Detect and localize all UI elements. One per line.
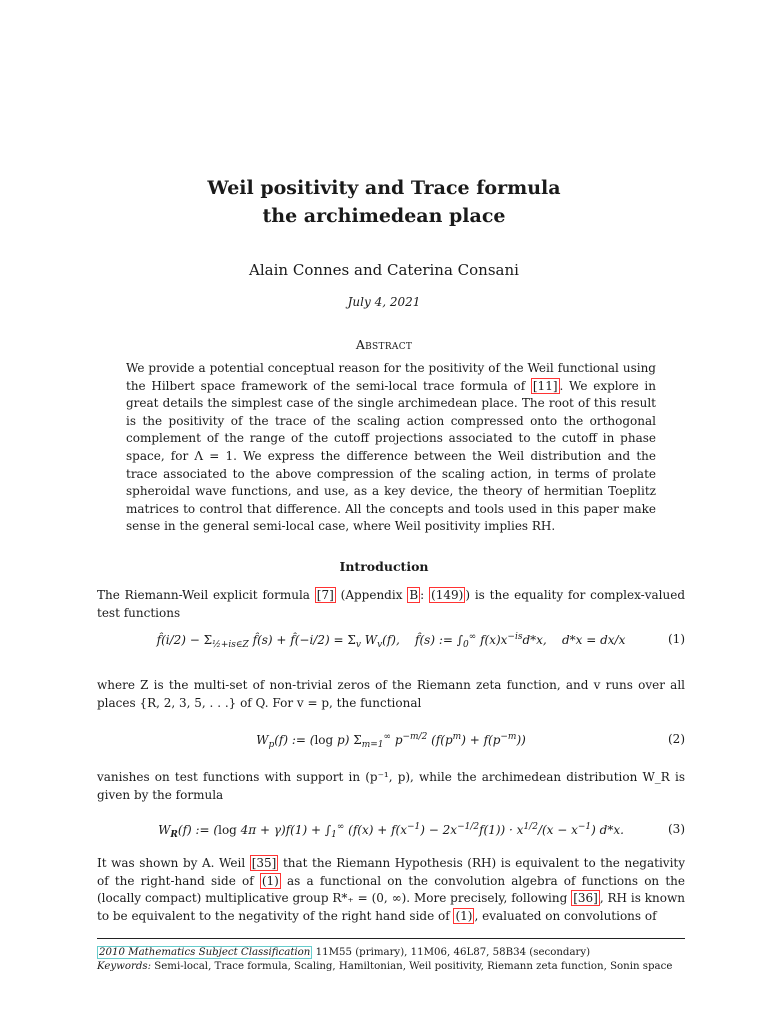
- equation-link[interactable]: (1): [455, 908, 473, 923]
- paragraph-zeros: where Z is the multi-set of non-trivial zeros of the Riemann zeta function, and v runs over all places {R, 2, 3, 5, . . .} of Q. For v = p, the functional: [97, 678, 685, 710]
- paragraph-archimedean: vanishes on test functions with support in (p⁻¹, p), while the archimedean distribution W_R is given by the formula: [97, 770, 685, 802]
- equation-2-number: (2): [668, 732, 685, 746]
- citation-link[interactable]: [11]: [532, 378, 558, 393]
- footnote-rule: [97, 938, 685, 939]
- paragraph-explicit-formula: The Riemann-Weil explicit formula [7] (Appendix B : (149) ) is the equality for complex-valued test functions: [97, 588, 686, 620]
- equation-1: [97, 632, 685, 668]
- abstract-body: We provide a potential conceptual reason for the positivity of the Weil functional using the Hilbert space framework of the semi-local trace formula of [11] . We explore in great details the simplest case of the single archimedean place. The root of this result is the positivity of the trace of the scaling action compressed onto the orthogonal complement of the range of the cutoff projections associated to the cutoff in phase space, for Λ = 1. We express the difference between the Weil distribution and the trace associated to the above compression of the scaling action, in terms of prolate spheroidal wave functions, and use, as a key device, the theory of hermitian Toeplitz matrices to control that difference. All the concepts and tools used in this paper make sense in the general semi-local case, where Weil positivity implies RH.: [126, 361, 656, 534]
- appendix-link[interactable]: B: [409, 588, 419, 602]
- equation-2: [97, 732, 685, 762]
- msc-link[interactable]: 2010 Mathematics Subject Classification: [99, 947, 311, 958]
- footnote-keywords: Keywords: Semi-local, Trace formula, Scaling, Hamiltonian, Weil positivity, Riemann zeta function, Sonin space: [97, 961, 673, 972]
- equation-2-body: $W_p(f)$ := (log p) $\Sigma_{m=1}^\infty$ $p^{-m/2}$ $(f(p^m) + f(p^{-m}))$: [256, 732, 526, 750]
- paper-title-line-1: Weil positivity and Trace formula: [207, 177, 561, 199]
- equation-3-number: (3): [668, 822, 685, 836]
- paragraph-weil-rh: It was shown by A. Weil [35] that the Riemann Hypothesis (RH) is equivalent to the negativity of the right-hand side of (1) as a functional on the convolution algebra of functions on the (locally compact) multiplicative group R*₊ = (0, ∞). More precisely, following [36] , RH is known to be equivalent to the negativity of the right hand side of (1) , evaluated on convolutions of: [97, 856, 686, 923]
- equation-1-number: (1): [668, 632, 685, 646]
- authors: Alain Connes and Caterina Consani: [249, 261, 519, 279]
- section-heading-introduction: Introduction: [339, 559, 429, 574]
- date: July 4, 2021: [347, 295, 421, 309]
- citation-link[interactable]: [36]: [573, 891, 598, 906]
- equation-1-body: f̂(i/2) − $\Sigma_{\frac{1}{2}+is\in Z}$ f̂(s) + f̂(−i/2) = $\Sigma_v$ $W_v(f)$, f̂(s) := $\int_0^\infty$ $f(x)x^{-is}d*x$, d*x = dx/x: [156, 632, 626, 650]
- citation-link[interactable]: [35]: [251, 856, 277, 870]
- citation-link[interactable]: [7]: [316, 588, 334, 602]
- paper-title-line-2: the archimedean place: [262, 205, 506, 227]
- footnote-msc: 2010 Mathematics Subject Classification 11M55 (primary), 11M06, 46L87, 58B34 (secondary): [99, 947, 591, 958]
- equation-3: [97, 822, 685, 852]
- equation-link[interactable]: (149): [431, 588, 464, 602]
- abstract-heading: Abstract: [355, 337, 413, 352]
- equation-link[interactable]: (1): [261, 873, 279, 888]
- equation-3-body: $W_R(f)$ := (log $4\pi + \gamma)f(1) + \int_1^\infty$ $(f(x) + f(x^{-1}) - 2x^{-1/2}f(1)) \cdot x^{1/2}/(x - x^{-1})$ d*x.: [158, 822, 624, 840]
